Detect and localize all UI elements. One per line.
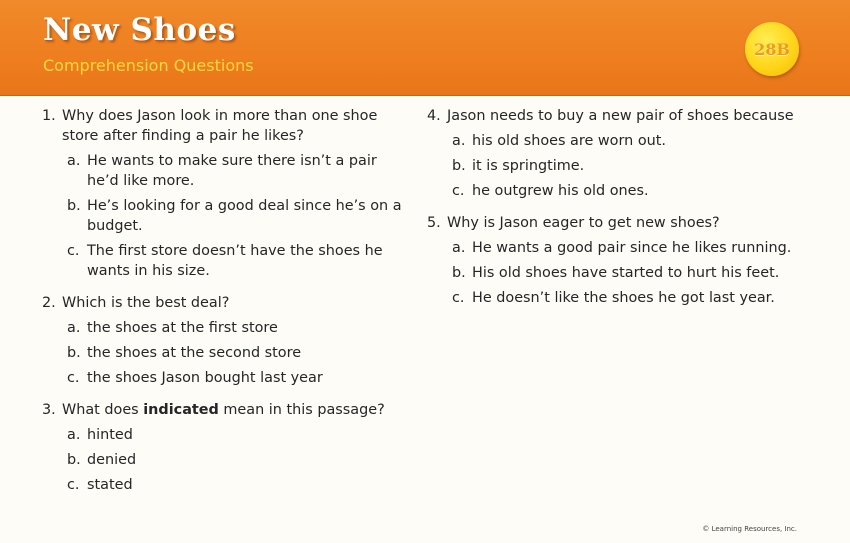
option-text: hinted [87, 427, 133, 443]
answer-option [67, 151, 412, 191]
option-text: His old shoes have started to hurt his feet. [472, 265, 780, 281]
option-letter: a. [452, 133, 466, 149]
question-text: Which is the best deal? [62, 295, 230, 311]
answer-option [452, 181, 827, 201]
option-letter: c. [452, 183, 465, 199]
option-letter: a. [452, 240, 466, 256]
right-column [427, 106, 827, 320]
answer-option [67, 196, 412, 236]
option-letter: b. [67, 452, 81, 468]
option-text: The first store doesn’t have the shoes he wants in his size. [87, 243, 383, 279]
card-number: 28B [754, 39, 790, 59]
question-text: Why is Jason eager to get new shoes? [447, 215, 720, 231]
vocabulary-word: indicated [143, 402, 219, 418]
option-letter: a. [67, 320, 81, 336]
answer-option [67, 425, 412, 445]
option-text: it is springtime. [472, 158, 585, 174]
option-text: the shoes at the first store [87, 320, 278, 336]
option-text: his old shoes are worn out. [472, 133, 666, 149]
answer-option [452, 288, 827, 308]
answer-option [67, 318, 412, 338]
option-letter: c. [67, 477, 80, 493]
option-text: the shoes Jason bought last year [87, 370, 323, 386]
option-letter: b. [67, 198, 81, 214]
answer-option [67, 343, 412, 363]
left-column [42, 106, 412, 507]
question-number: 2. [42, 295, 56, 311]
answer-option [452, 263, 827, 283]
answer-option [452, 238, 827, 258]
question-text: What does indicated mean in this passage? [62, 402, 385, 418]
answer-option [452, 156, 827, 176]
option-text: the shoes at the second store [87, 345, 302, 361]
option-letter: c. [67, 370, 80, 386]
question-2 [42, 293, 412, 388]
question-number: 4. [427, 108, 441, 124]
question-3 [42, 400, 412, 495]
question-number: 3. [42, 402, 56, 418]
option-letter: a. [67, 427, 81, 443]
answer-option [67, 241, 412, 281]
question-5 [427, 213, 827, 308]
option-text: denied [87, 452, 137, 468]
question-number: 5. [427, 215, 441, 231]
question-4 [427, 106, 827, 201]
answer-option [452, 131, 827, 151]
option-letter: a. [67, 153, 81, 169]
copyright-notice: © Learning Resources, Inc. [702, 525, 797, 533]
answer-option [67, 368, 412, 388]
card-subtitle: Comprehension Questions [43, 56, 254, 75]
option-text: He wants a good pair since he likes running. [472, 240, 792, 256]
question-text: Jason needs to buy a new pair of shoes because [447, 108, 794, 124]
option-text: stated [87, 477, 133, 493]
option-letter: c. [67, 243, 80, 259]
option-text: He wants to make sure there isn’t a pair he’d like more. [87, 153, 377, 189]
option-text: He doesn’t like the shoes he got last year. [472, 290, 775, 306]
header-band [0, 0, 850, 96]
card-title: New Shoes [43, 12, 236, 48]
option-letter: b. [67, 345, 81, 361]
option-letter: b. [452, 265, 466, 281]
option-letter: c. [452, 290, 465, 306]
question-number: 1. [42, 108, 56, 124]
answer-option [67, 475, 412, 495]
option-text: he outgrew his old ones. [472, 183, 649, 199]
option-text: He’s looking for a good deal since he’s on a budget. [87, 198, 402, 234]
option-letter: b. [452, 158, 466, 174]
question-text: Why does Jason look in more than one shoe store after finding a pair he likes? [62, 108, 378, 144]
answer-option [67, 450, 412, 470]
question-1 [42, 106, 412, 281]
card-number-badge [745, 22, 799, 76]
